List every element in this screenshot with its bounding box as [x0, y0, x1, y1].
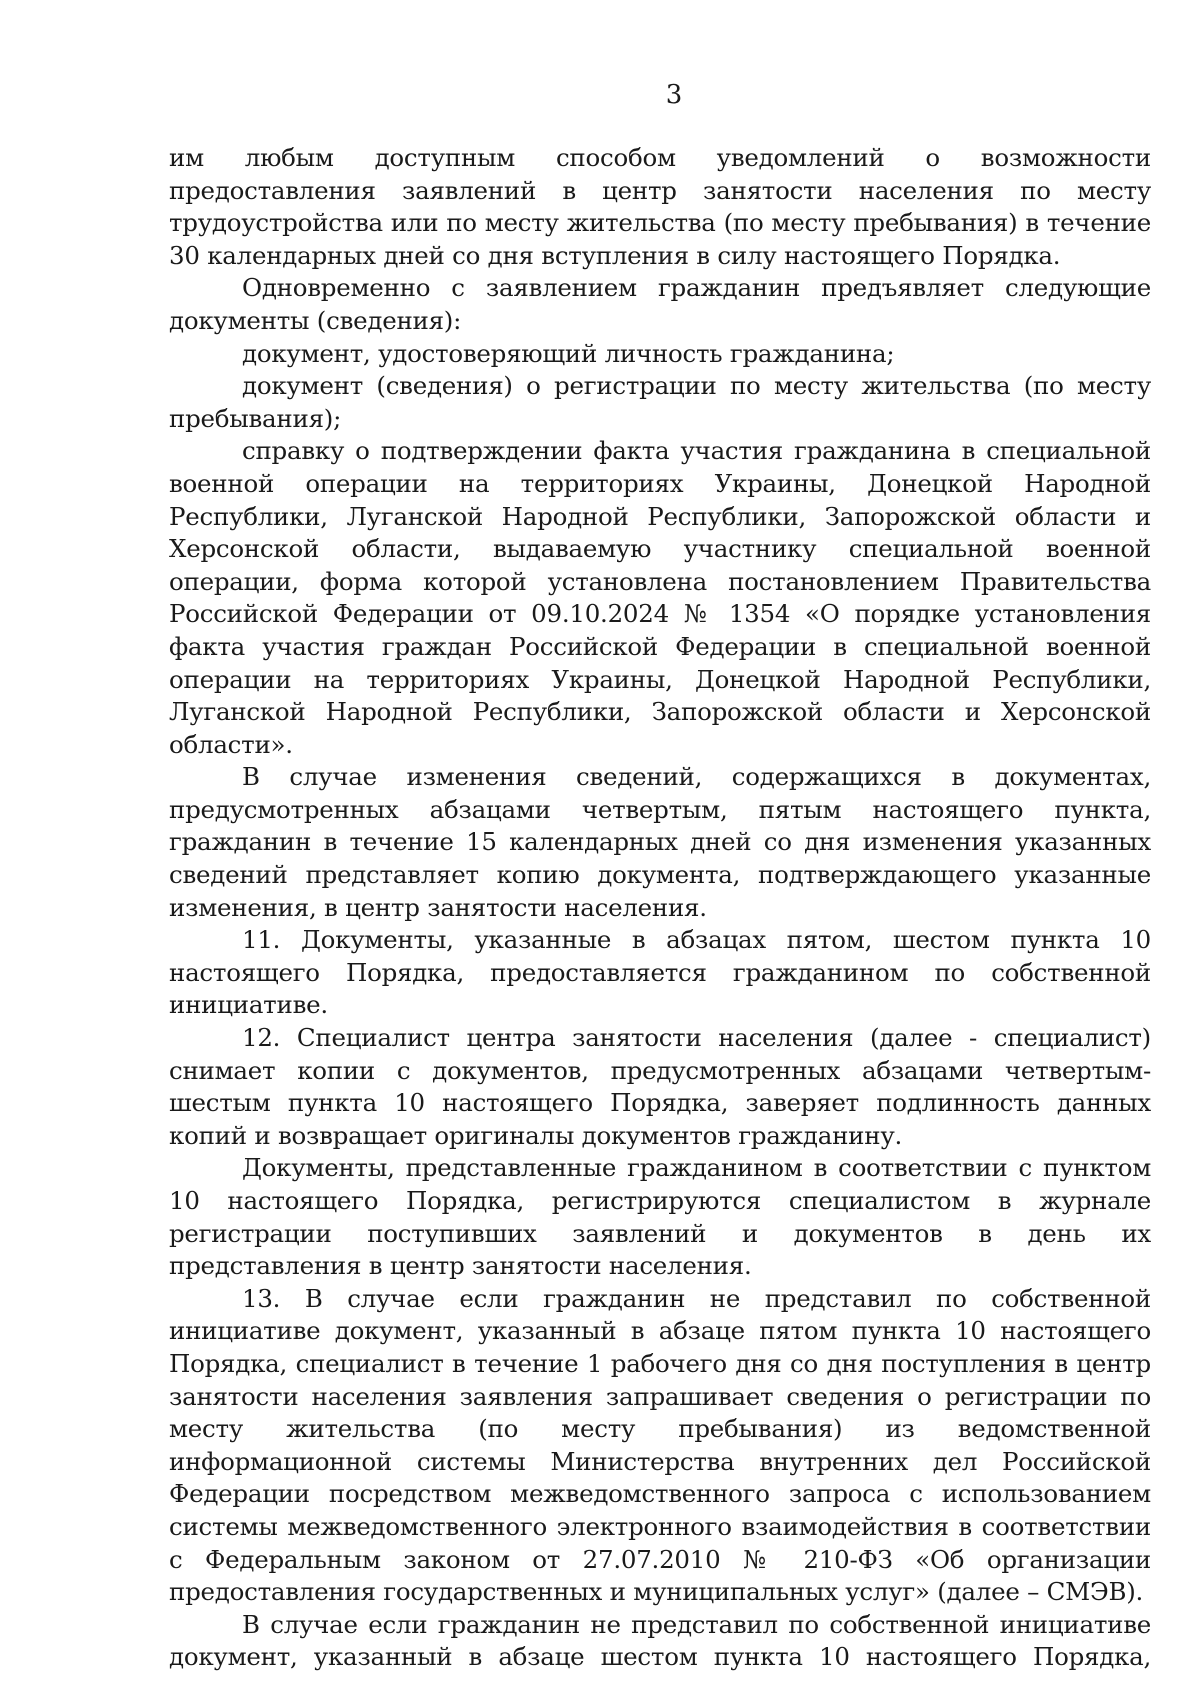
page-number: 3: [665, 80, 683, 110]
paragraph-item-13-continued: В случае если гражданин не представил по собственной инициативе документ, указанный в абзаце шестом пункта 10 настоящего Порядка,: [169, 1609, 1151, 1672]
paragraph-item-11: 11. Документы, указанные в абзацах пятом, шестом пункта 10 настоящего Порядка, предоставляется гражданином по собственной инициативе.: [169, 925, 1151, 1020]
paragraph-item-13: 13. В случае если гражданин не представил по собственной инициативе документ, указанный в абзаце пятом пункта 10 настоящего Порядка, специалист в течение 1 рабочего дня со дня поступления в центр занятости населения заявления запрашивает сведения о регистрации по месту жительства (по месту пребывания) из ведомственной информационной системы Министерства внутренних дел Российской Федерации посредством межведомственного запроса с использованием системы межведомственного электронного взаимодействия в соответствии с Федеральным законом от 27.07.2010 № 210-ФЗ «Об организации предоставления государственных и муниципальных услуг» (далее – СМЭВ).: [169, 1283, 1151, 1607]
paragraph-documents-intro: Одновременно с заявлением гражданин предъявляет следующие документы (сведения):: [169, 273, 1151, 335]
paragraph-change-of-details: В случае изменения сведений, содержащихся в документах, предусмотренных абзацами четвертым, пятым настоящего пункта, гражданин в течение 15 календарных дней со дня изменения указанных сведений представляет копию документа, подтверждающего указанные изменения, в центр занятости населения.: [169, 762, 1151, 922]
paragraph-participation-certificate: справку о подтверждении факта участия гражданина в специальной военной операции на территориях Украины, Донецкой Народной Республики, Луганской Народной Республики, Запорожской области и Херсонской области, выдаваемую участнику специальной военной операции, форма которой установлена постановлением Правительства Российской Федерации от 09.10.2024 № 1354 «О порядке установления факта участия граждан Российской Федерации в специальной военной операции на территориях Украины, Донецкой Народной Республики, Луганской Народной Республики, Запорожской области и Херсонской области».: [169, 436, 1151, 759]
paragraph-registration-document: документ (сведения) о регистрации по месту жительства (по месту пребывания);: [169, 371, 1151, 433]
document-body: [169, 142, 1151, 1674]
paragraph-continuation: им любым доступным способом уведомлений о возможности предоставления заявлений в центр занятости населения по месту трудоустройства или по месту жительства (по месту пребывания) в течение 30 календарных дней со дня вступления в силу настоящего Порядка.: [169, 143, 1151, 270]
paragraph-registration-log: Документы, представленные гражданином в соответствии с пунктом 10 настоящего Порядка, регистрируются специалистом в журнале регистрации поступивших заявлений и документов в день их представления в центр занятости населения.: [169, 1153, 1151, 1281]
paragraph-item-12: 12. Специалист центра занятости населения (далее - специалист) снимает копии с документов, предусмотренных абзацами четвертым-шестым пункта 10 настоящего Порядка, заверяет подлинность данных копий и возвращает оригиналы документов гражданину.: [169, 1023, 1151, 1150]
paragraph-identity-document: документ, удостоверяющий личность гражданина;: [242, 338, 895, 368]
